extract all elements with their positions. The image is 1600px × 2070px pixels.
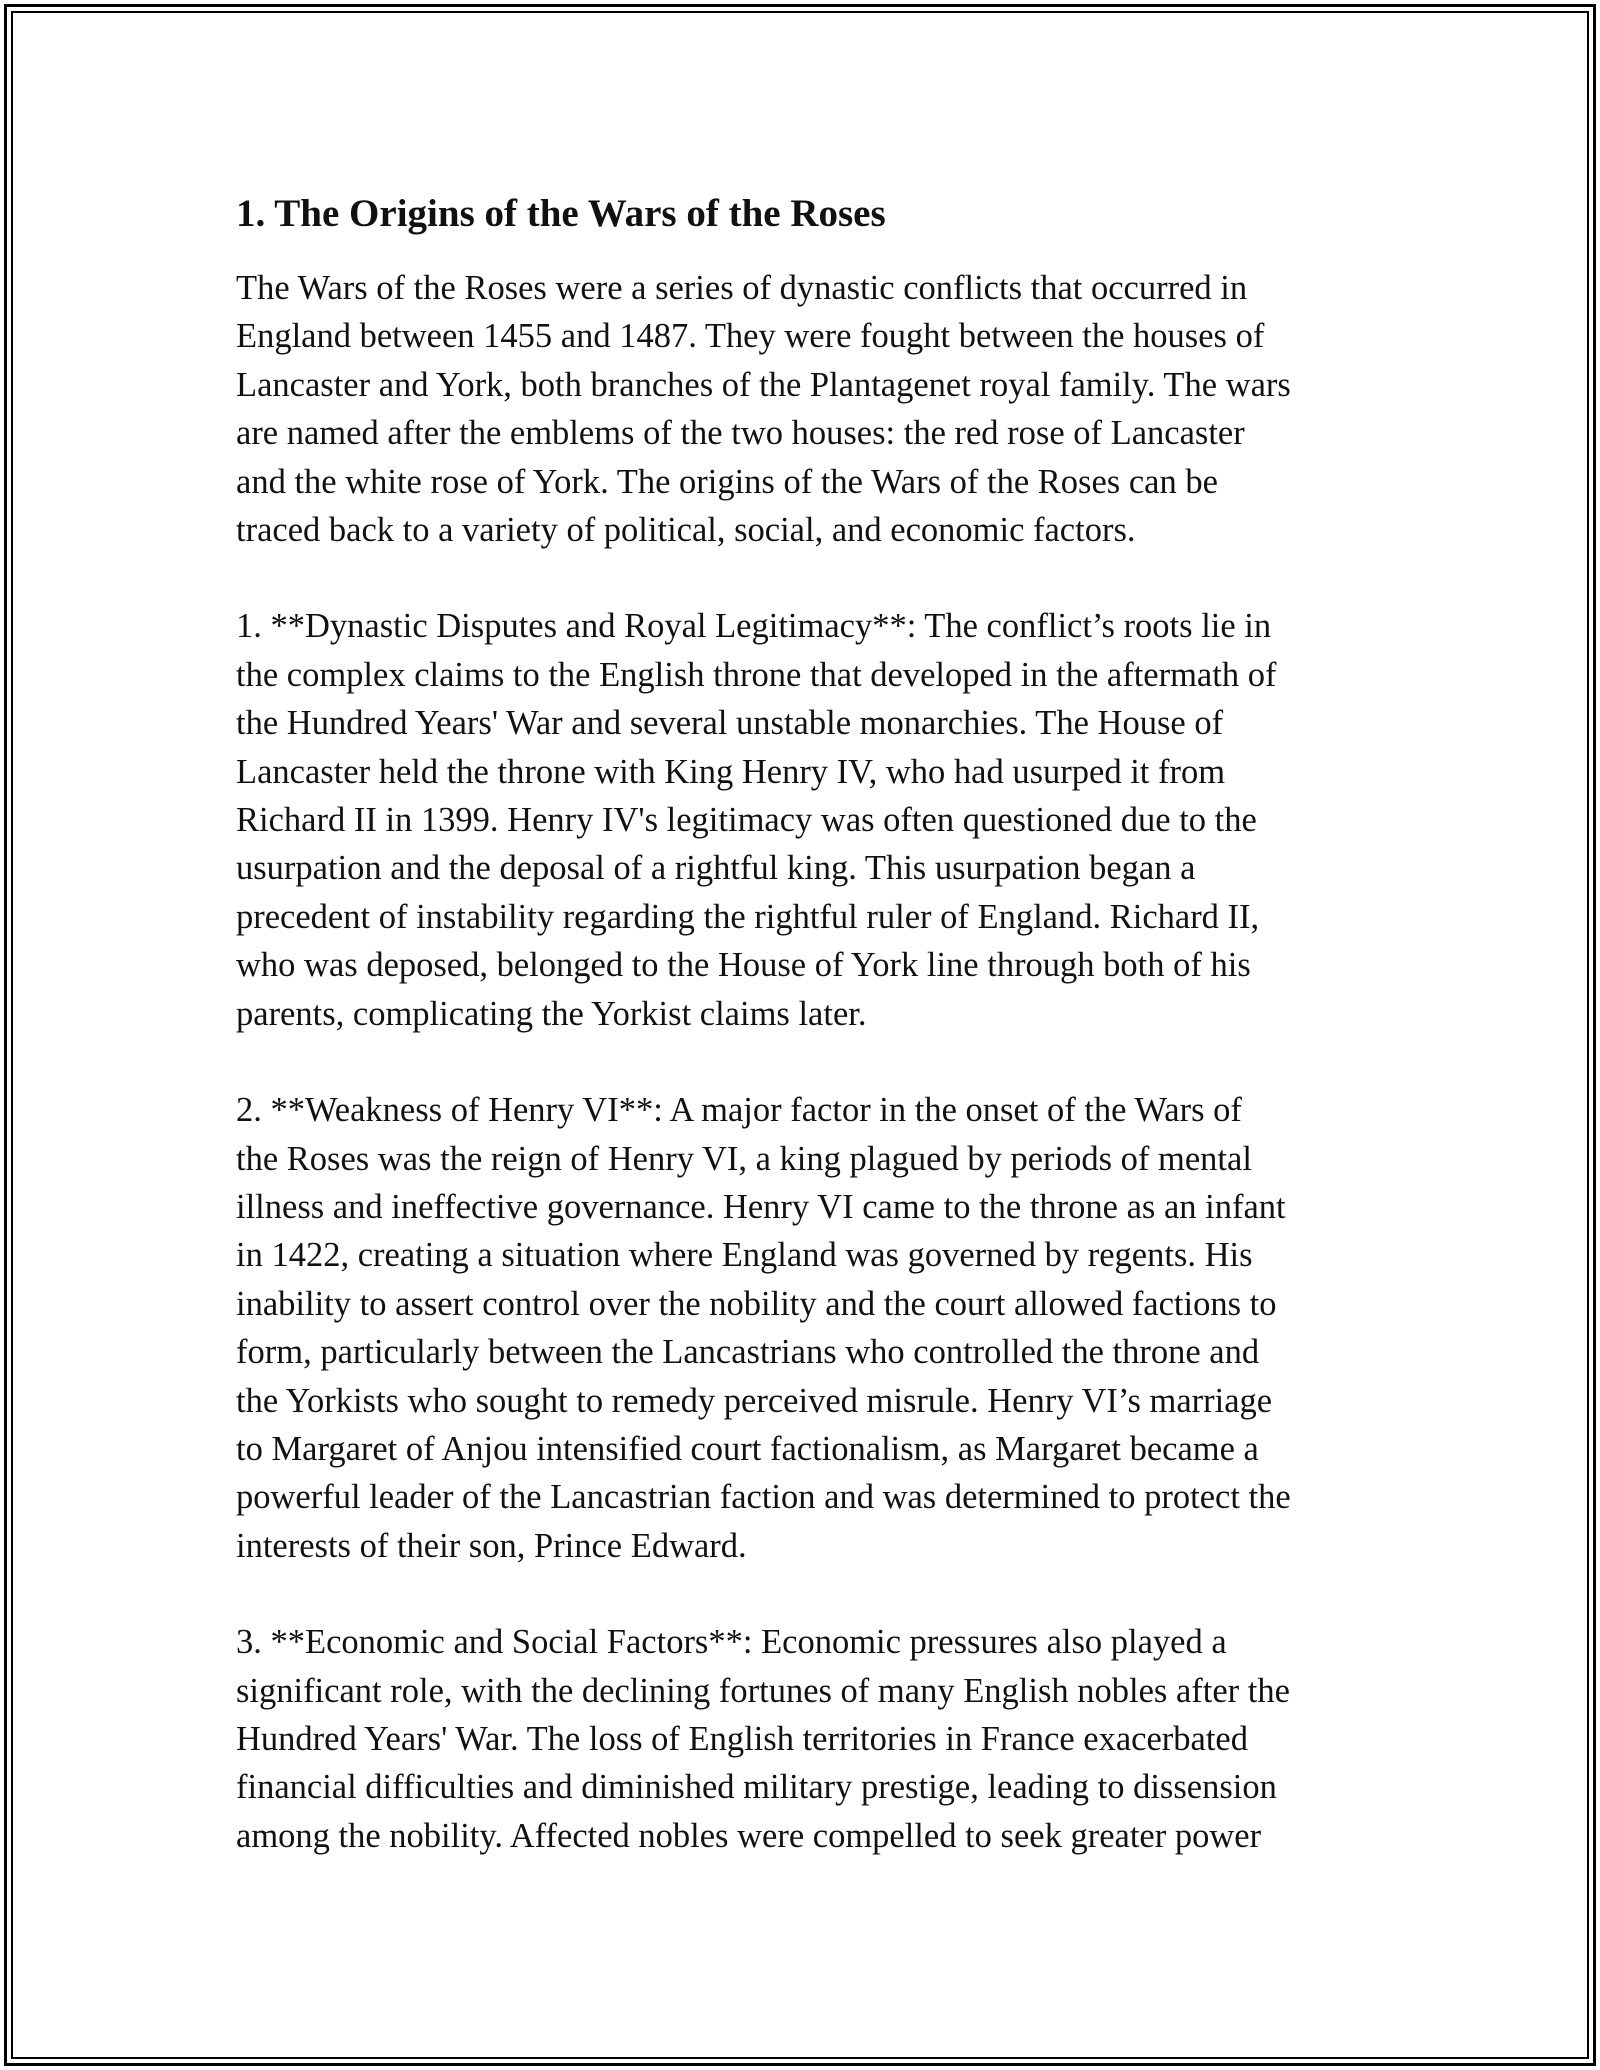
weakness-henry-vi-paragraph: 2. **Weakness of Henry VI**: A major factor in the onset of the Wars of the Roses was the reign of Henry VI, a king plagued by periods of mental illness and ineffective governance. Henry VI came to the throne as an infant in 1422, creating a situation where England was governed by regents. His inability to assert control over the nobility and the court allowed factions to form, particularly between the Lancastrians who controlled the throne and the Yorkists who sought to remedy perceived misrule. Henry VI’s marriage to Margaret of Anjou intensified court factionalism, as Margaret became a powerful leader of the Lancastrian faction and was determined to protect the interests of their son, Prince Edward. [236, 1091, 1291, 1565]
section-heading: 1. The Origins of the Wars of the Roses [236, 192, 886, 235]
intro-paragraph: The Wars of the Roses were a series of dynastic conflicts that occurred in England between 1455 and 1487. They were fought between the houses of Lancaster and York, both branches of the Plantagenet royal family. The wars are named after the emblems of the two houses: the red rose of Lancaster and the white rose of York. The origins of the Wars of the Roses can be traced back to a variety of political, social, and economic factors. [236, 269, 1291, 550]
economic-social-paragraph: 3. **Economic and Social Factors**: Economic pressures also played a significant role, with the declining fortunes of many English nobles after the Hundred Years' War. The loss of English territories in France exacerbated financial difficulties and diminished military prestige, leading to dissension among the nobility. Affected nobles were compelled to seek greater power [236, 1623, 1290, 1855]
dynastic-disputes-paragraph: 1. **Dynastic Disputes and Royal Legitimacy**: The conflict’s roots lie in the complex claims to the English throne that developed in the aftermath of the Hundred Years' War and several unstable monarchies. The House of Lancaster held the throne with King Henry IV, who had usurped it from Richard II in 1399. Henry IV's legitimacy was often questioned due to the usurpation and the deposal of a rightful king. This usurpation began a precedent of instability regarding the rightful ruler of England. Richard II, who was deposed, belonged to the House of York line through both of his parents, complicating the Yorkist claims later. [236, 607, 1277, 1033]
document-body [236, 186, 1386, 1908]
